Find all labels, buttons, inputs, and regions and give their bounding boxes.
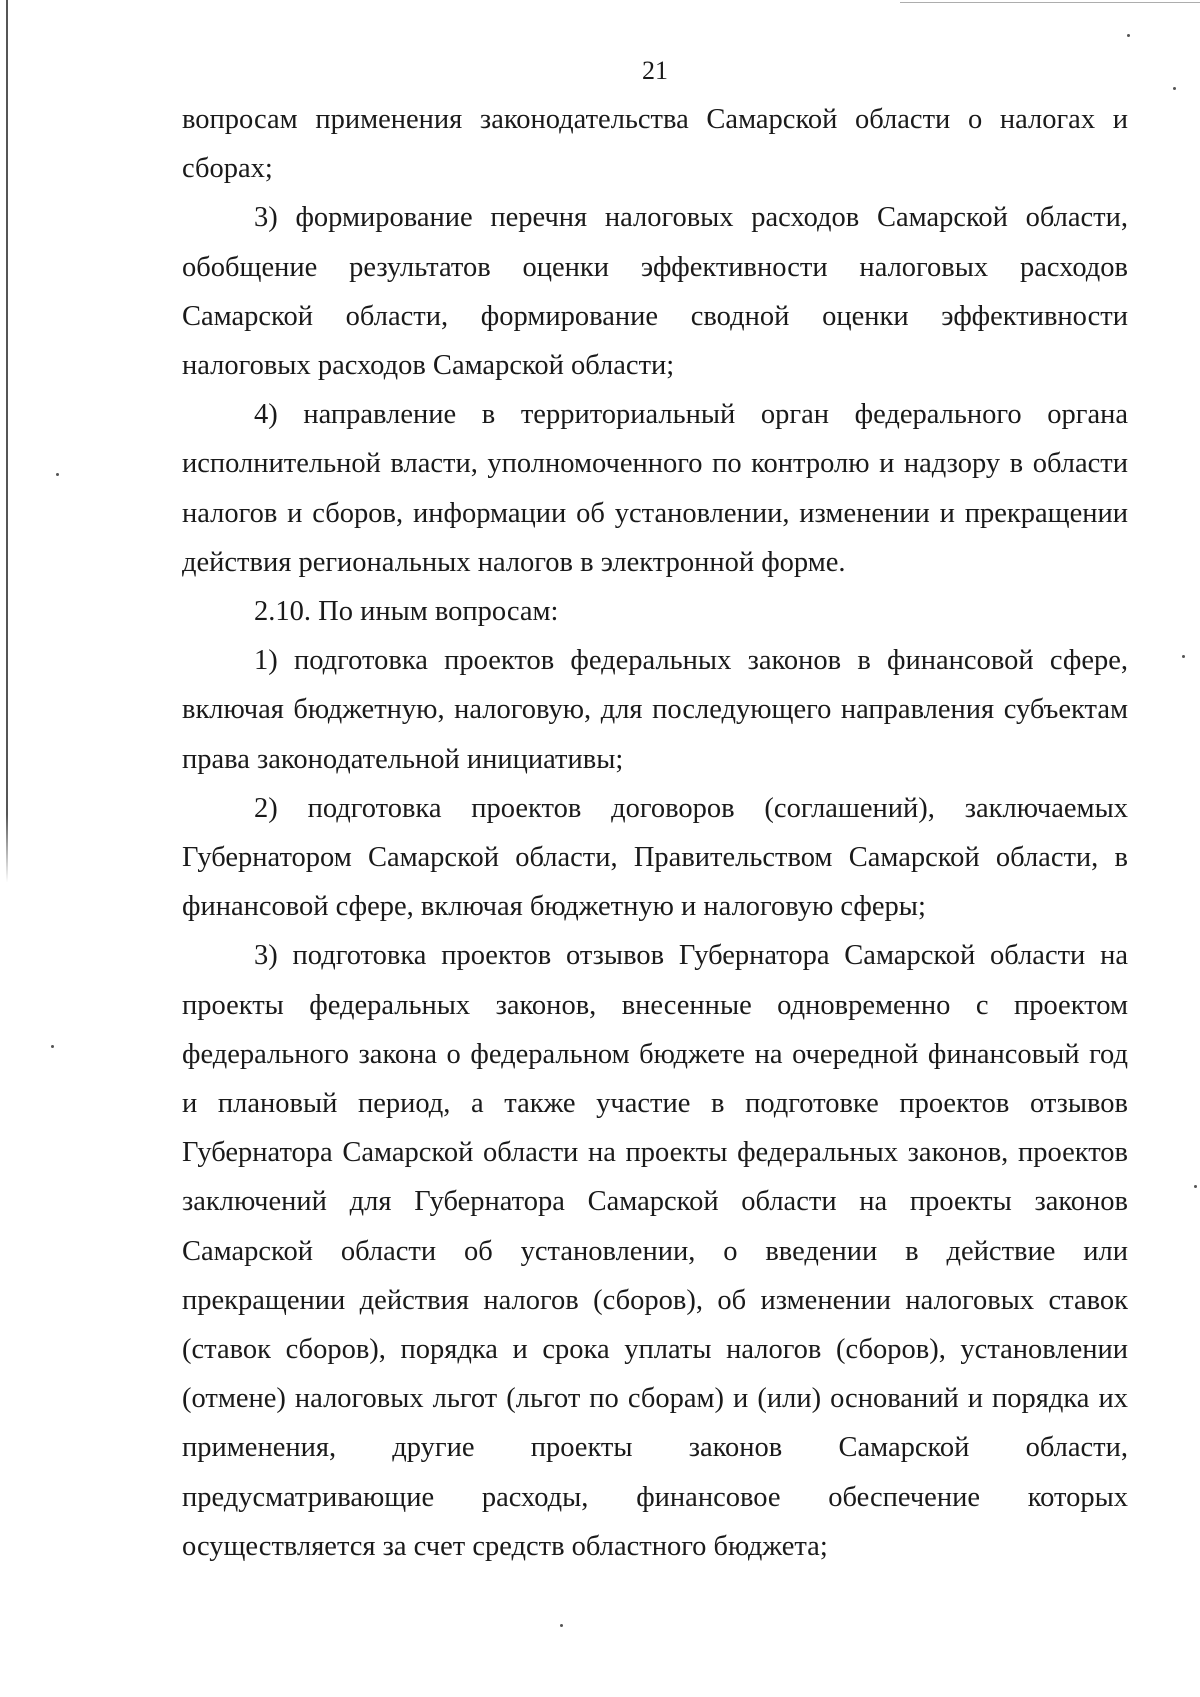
scan-speck [56,473,59,476]
scan-speck [51,1045,54,1048]
paragraph-item-3-tax-expenditures: 3) формирование перечня налоговых расходов Самарской области, обобщение результатов оценки эффективности налоговых расходов Самарской области, формирование сводной оценки эффективности налоговых расходов Самарской области; [182,202,1128,382]
paragraph-continuation: вопросам применения законодательства Самарской области о налогах и сборах; [182,104,1128,185]
section-heading-2-10: 2.10. По иным вопросам: [254,596,559,628]
paragraph-item-1-federal-laws: 1) подготовка проектов федеральных законов в финансовой сфере, включая бюджетную, налоговую, для последующего направления субъектам права законодательной инициативы; [182,645,1128,775]
scan-speck [1127,34,1130,37]
document-body [182,95,1128,1571]
page-number: 21 [642,56,668,85]
scan-speck [1173,87,1176,90]
scan-left-edge [6,0,8,1697]
scan-top-edge [900,2,1200,3]
scan-speck [1182,655,1185,658]
paragraph-item-2-agreements: 2) подготовка проектов договоров (соглашений), заключаемых Губернатором Самарской области, Правительством Самарской области, в финансовой сфере, включая бюджетную и налоговую сферы; [182,792,1128,923]
scan-speck [560,1624,563,1627]
paragraph-item-3-reviews: 3) подготовка проектов отзывов Губернатора Самарской области на проекты федеральных законов, внесенные одновременно с проектом федерального закона о федеральном бюджете на очередной финансовый год и плановый период, а также участие в подготовке проектов отзывов Губернатора Самарской области на проекты федеральных законов, проектов заключений для Губернатора Самарской области на проекты законов Самарской области об установлении, о введении в действие или прекращении действия налогов (сборов), об изменении налоговых ставок (ставок сборов), порядка и срока уплаты налогов (сборов), установлении (отмене) налоговых льгот (льгот по сборам) и (или) оснований и порядка их применения, другие проекты законов Самарской области, предусматривающие расходы, финансовое обеспечение которых осуществляется за счет средств областного бюджета; [182,940,1128,1562]
scan-speck [1194,1185,1197,1188]
paragraph-item-4-notification: 4) направление в территориальный орган федерального органа исполнительной власти, уполномоченного по контролю и надзору в области налогов и сборов, информации об установлении, изменении и прекращении действия региональных налогов в электронной форме. [182,399,1128,578]
